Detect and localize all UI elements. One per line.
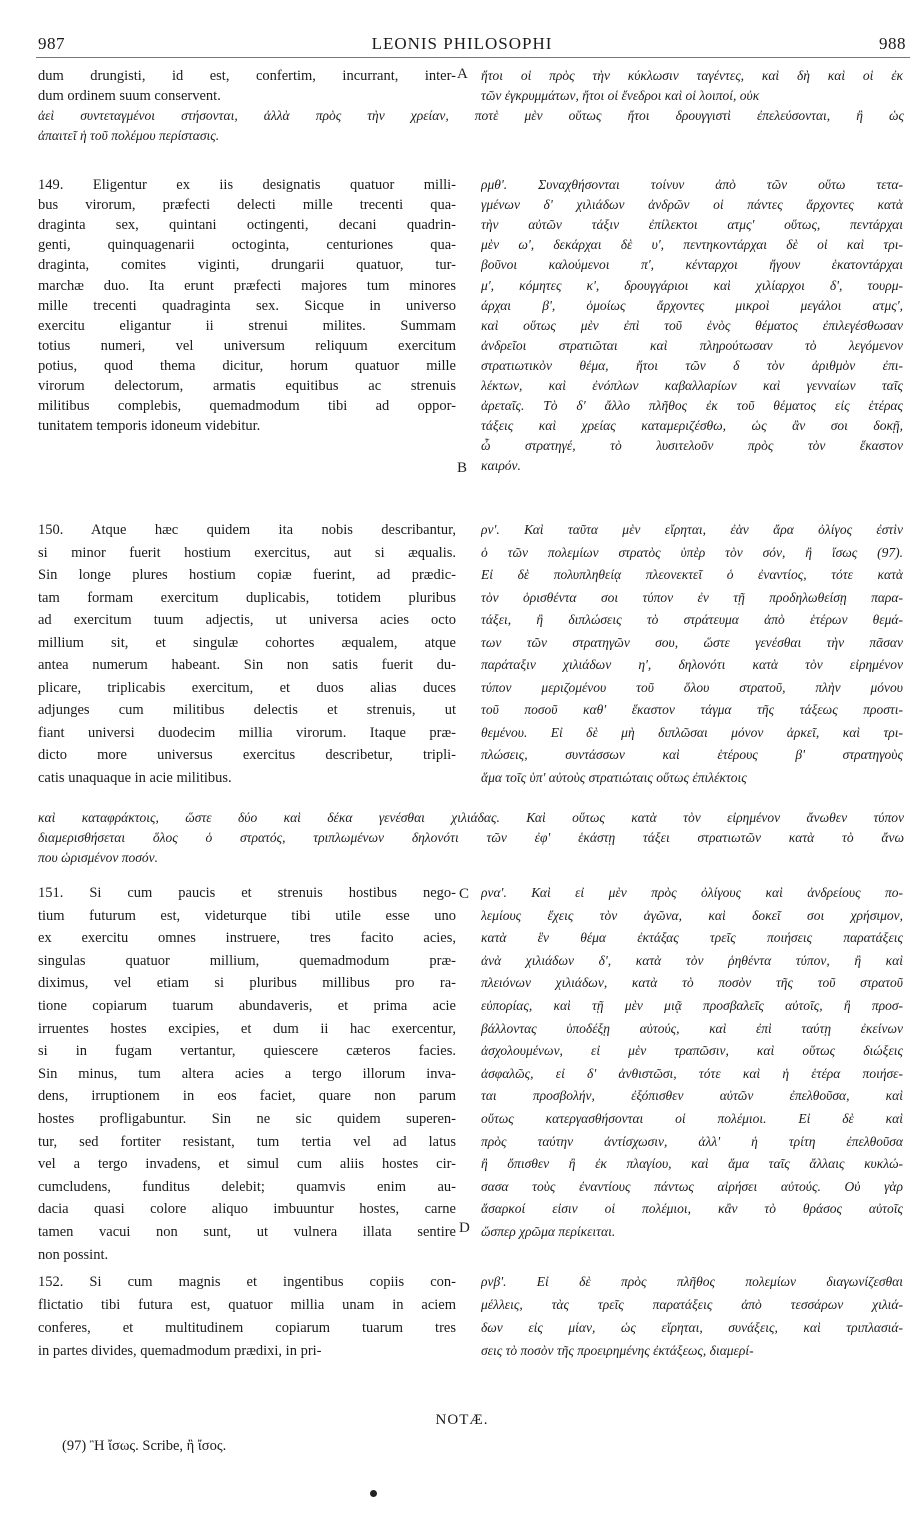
s151-greek-line: λεμίους ἔχεις τὸν ἀγῶνα, καὶ δοκεῖ σοι χρήσιμον, (481, 907, 903, 923)
s149-greek-line: ἀνδρεῖοι στρατιῶται καὶ πληρούτωσαν τὸ λεγόμενον (481, 337, 903, 353)
s152-latin-line: 152. Si cum magnis et ingentibus copiis con- (38, 1274, 456, 1290)
margin-letter-d: D (459, 1220, 470, 1236)
s149-latin-line: mille trecenti quadraginta sex. Sicque in universo (38, 297, 456, 314)
s149-greek-line: στρατιωτικὸν θέμα, ἤτοι τῶν δ τὸν ἀριθμὸν ἐπι- (481, 357, 903, 373)
s149-greek-line: καὶ οὕτως μὲν ἐπὶ τοῦ ἑνὸς θέματος ἐπιλεγέσθωσαν (481, 317, 903, 333)
s150-greek-line: τοῦ ποσοῦ καθ' ἕκαστον τάγμα τῆς τάξεως προστι- (481, 702, 903, 717)
s149-greek-line: καιρόν. (481, 458, 521, 474)
s149-greek-line: ὦ στρατηγέ, τὸ λυσιτελοῦν πρὸς τὸν ἕκαστον (481, 438, 903, 454)
s151-latin-line: non possint. (38, 1246, 109, 1263)
s149-latin-line: exercitu eligantur ii strenui milites. Summam (38, 317, 456, 334)
s151-greek-line: ρνα'. Καὶ εἰ μὲν πρὸς ὀλίγους καὶ ἀνδρείους πο- (481, 885, 903, 900)
s152-latin-line: flictatio tibi futura est, quatuor millia unam in aciem (38, 1297, 456, 1313)
s151-latin-line: irruentes hostes excipies, et dum ii hac exercentur, (38, 1020, 456, 1037)
s149-latin-line: totius numeri, vel universum reliquum exercitum (38, 337, 456, 354)
s149-greek-line: τὴν αὐτῶν τάξιν ἐπίλεκτοι ατμς' οὕτως, πεντάρχαι (481, 217, 903, 233)
s150-greek-line: ὁ τῶν πολεμίων στρατὸς ὑπὲρ τὸν σόν, ἢ ἴσως (97). (481, 544, 903, 560)
s150-latin-line: Sin longe plures hostium copiæ fuerint, ad prædic- (38, 567, 456, 583)
s150-latin-line: 150. Atque hæc quidem ita nobis describantur, (38, 522, 456, 538)
s151-greek-line: ἄσαρκοί εἰσιν οἱ πολέμιοι, κἂν τὸ θράσος αὐτοῖς (481, 1201, 903, 1217)
s151-latin-line: tur, sed fortiter resistant, tum tertia vel ad latus (38, 1133, 456, 1150)
s151-latin-line: tamen vacui non sunt, ut vulnera illata sentire (38, 1224, 456, 1240)
s151-latin-line: singulas quatuor millium, quemadmodum præ- (38, 952, 456, 969)
s151-greek-line: ἀνὰ χιλιάδων δ', κατὰ τὸν ῥηθέντα τύπον, ἢ καὶ (481, 952, 903, 968)
s149-greek-line: ρμθ'. Συναχθήσονται τοίνυν ἀπὸ τῶν οὕτω τετα- (481, 177, 903, 192)
s150-greek-line: θεμένου. Εἰ δὲ μὴ διπλῶσαι μόνον ἀρκεῖ, καὶ τρι- (481, 724, 903, 740)
s151-latin-line: hostes profligabuntur. Sin ne sic quidem superen- (38, 1111, 456, 1127)
s149-greek-line: μ', κόμητες κ', δρουγγάριοι καὶ χιλίαρχοι δ', τουρμ- (481, 277, 903, 293)
s151-greek-line: κατὰ ἓν θέμα ἐκτάξας τρεῖς ποιήσεις παρατάξεις (481, 930, 903, 946)
s151-latin-line: diximus, vel etiam si pluribus millibus pro ra- (38, 975, 456, 992)
s151-latin-line: Sin minus, tum altera acies a tergo illorum inva- (38, 1065, 456, 1082)
top-latin-line: dum ordinem suum conservent. (38, 88, 221, 104)
s150-greek-full-line: διαμερισθήσεται ὅλος ὁ στρατός, τριπλωμένων δηλονότι τῶν ἐφ' ἑκάστῃ τάξει στρατιωτῶν κατὰ τὸ ἄνω (38, 830, 904, 845)
s150-greek-line: τὸν ὁρισθέντα σοι τύπον ἐν τῇ προδηλωθείσῃ παρα- (481, 589, 903, 605)
s149-latin-line: marchæ duo. Ita erunt præfecti majores tum minores (38, 277, 456, 294)
printer-dot (370, 1490, 377, 1497)
s152-greek-line: δων εἰς μίαν, ὡς εἴρηται, συνάξεις, καὶ τριπλασιά- (481, 1320, 903, 1335)
s152-greek-line: σεις τὸ ποσὸν τῆς προειρημένης ἐκτάξεως, διαμερί- (481, 1343, 754, 1358)
s149-greek-line: άρχαι β', ὁμοίως ἄρχοντες μικροὶ μεγάλοι ατμς', (481, 297, 903, 313)
s151-latin-line: dens, irruptionem in eos faciet, quare non parum (38, 1088, 456, 1105)
s151-greek-line: πρὸς ταύτην ἀντίσχωσιν, ἀλλ' ἡ τρίτη ἐπελθοῦσα (481, 1133, 903, 1149)
s149-greek-line: γμένων δ' χιλιάδων ἀνδρῶν οἱ πάντες ἄρχοντες κατὰ (481, 197, 903, 213)
s149-latin-line: draginta sex, quintani octingenti, decani quadrin- (38, 217, 456, 234)
top-greek-right-line: τῶν ἐγκρυμμάτων, ἤτοι οἱ ἔνεδροι καὶ οἱ λοιποί, οὐκ (481, 88, 760, 103)
s149-greek-line: ἀρεταῖς. Τὸ δ' ἄλλο πλῆθος ἐκ τοῦ θέματος εἰς ἑτέρας (481, 398, 903, 414)
s151-latin-line: dacia quasi colore aliquo imbuuntur hostes, carne (38, 1201, 456, 1218)
footnote-97: (97) Ἢ ἴσως. Scribe, ἢ ἴσος. (62, 1438, 227, 1454)
s152-latin-line: in partes divides, quemadmodum prædixi, in pri- (38, 1343, 322, 1359)
s151-greek-line: ὥσπερ χρῶμα περίκειται. (481, 1224, 616, 1239)
s149-latin-line: militibus complebis, quemadmodum tibi ad oppor- (38, 398, 456, 415)
top-latin-line: dum drungisti, id est, confertim, incurrant, inter- (38, 68, 456, 84)
s149-greek-line: μὲν ω', δεκάρχαι δὲ υ', πεντηκοντάρχαι δὲ οἱ καὶ τρι- (481, 237, 903, 253)
margin-letter-a: A (457, 66, 468, 82)
s150-latin-line: dicto more universus exercitus describetur, tripli- (38, 747, 456, 763)
top-greek-full-line: ἀεὶ συντεταγμένοι στήσονται, ἀλλὰ πρὸς τὴν χρείαν, ποτὲ μὲν οὕτως ἤτοι δρουγγιστὶ ἐπελεύσονται, ἢ ὡς (38, 108, 904, 123)
s149-latin-line: virorum delectorum, armatis equitibus ac strenuis (38, 378, 456, 394)
s150-greek-line: Εἰ δὲ πολυπληθείᾳ πλεονεκτεῖ ὁ ἐναντίος, τότε κατὰ (481, 567, 903, 582)
s149-latin-line: genti, quinquagenarii octoginta, centuriones qua- (38, 237, 456, 254)
s151-greek-line: σασα τοὺς ἐναντίους πάντως αἱρήσει αὐτούς. Οὐ γὰρ (481, 1178, 903, 1194)
s151-greek-line: ἀσφαλῶς, εἰ δ' ἀνθιστῶσι, τότε καὶ ἡ ἑτέρα ποιήσε- (481, 1065, 903, 1081)
s150-latin-line: antea numerum habeant. Sin non satis fuerit du- (38, 657, 456, 673)
s150-latin-line: ad exercitum tuum adjectis, ut universa acies octo (38, 612, 456, 628)
s151-greek-line: οὕτως κατεργασθήσονται οἱ πολέμιοι. Εἰ δὲ καὶ (481, 1111, 903, 1126)
s149-greek-line: τάξεις καὶ χρείας καταμεριζέσθω, ὡς ἂν σοι δοκῇ, (481, 418, 903, 434)
top-greek-full-line: ἀπαιτεῖ ἡ τοῦ πολέμου περίστασις. (38, 128, 220, 143)
running-title: LEONIS PHILOSOPHI (371, 34, 553, 53)
left-page-number: 987 (38, 34, 65, 53)
s151-latin-line: tium futurum est, videturque tibi utile esse uno (38, 907, 456, 924)
s150-greek-line: τύπον μεριζομένου τοῦ ὅλου στρατοῦ, πλὴν μόνου (481, 679, 903, 695)
s150-greek-line: πλώσεις, συντάσσων καὶ ἑτέρους β' στρατηγοὺς (481, 747, 903, 762)
right-page-number: 988 (879, 34, 906, 53)
s150-latin-line: tam formam exercitum duplicabis, totidem pluribus (38, 589, 456, 606)
s151-greek-line: ται προσβολήν, ἐξόπισθεν αὐτῶν ἐπελθοῦσα, καὶ (481, 1088, 903, 1104)
s151-latin-line: vel a tergo invadens, et simul cum aliis hostes cir- (38, 1156, 456, 1173)
s149-latin-line: draginta, comites viginti, drungarii quatuor, tur- (38, 257, 456, 274)
s150-greek-line: των τῶν στρατηγῶν σου, ὥστε γενέσθαι τὴν πᾶσαν (481, 634, 903, 650)
s152-greek-line: ρνβ'. Εἰ δὲ πρὸς πλῆθος πολεμίων διαγωνίζεσθαι (481, 1274, 903, 1289)
s150-latin-line: adjunges cum militibus delectis et strenuis, ut (38, 702, 456, 718)
s149-greek-line: βοῦνοι καλούμενοι π', κένταρχοι ἤγουν ἑκατοντάρχαι (481, 257, 903, 273)
s151-latin-line: 151. Si cum paucis et strenuis hostibus nego- (38, 885, 456, 901)
s151-greek-line: βάλλοντας ὑποδέξῃ αὐτούς, καὶ ἐπὶ ταύτῃ ἐκείνων (481, 1020, 903, 1036)
s151-latin-line: ex exercitu omnes instruere, tres facito acies, (38, 930, 456, 947)
s150-greek-line: παράταξιν χιλιάδων η', δηλονότι κατὰ τὸν εἰρημένον (481, 657, 903, 672)
s150-latin-line: millium sit, et singulæ cohortes æqualem, atque (38, 634, 456, 651)
margin-letter-c: C (459, 886, 470, 902)
s150-greek-full-line: καὶ καταφράκτοις, ὥστε δύο καὶ δέκα γενέσθαι χιλιάδας. Καὶ οὕτως κατὰ τὸν εἰρημένον ἄνωθεν τύπον (38, 810, 904, 825)
s152-latin-line: conferes, et multitudinem copiarum tuarum tres (38, 1320, 456, 1336)
s151-greek-line: πλειόνων χιλιάδων, κατὰ τὸ ποσὸν τῆς τοῦ στρατοῦ (481, 975, 903, 991)
s149-greek-line: λέκτων, καὶ ἐνόπλων καβαλλαρίων καὶ γενναίων ταῖς (481, 378, 903, 393)
s150-latin-line: fiant universi duodecim millia virorum. Itaque præ- (38, 724, 456, 741)
s151-greek-line: ἢ ὄπισθεν ἢ ἐκ πλαγίου, καὶ ἅμα ταῖς ἄλλαις κυκλώ- (481, 1156, 903, 1172)
s151-latin-line: tione copiarum tuarum abundaveris, et prima acie (38, 998, 456, 1014)
s150-greek-line: τάξει, ἢ διπλώσεις τὸ στράτευμα ἀπὸ ἑτέρων θεμά- (481, 612, 903, 627)
s150-greek-line: ἅμα τοῖς ὑπ' αὐτοὺς στρατιώταις οὕτως ἐπιλέκτοις (481, 769, 747, 785)
s150-latin-line: si minor fuerit hostium exercitus, aut si æqualis. (38, 544, 456, 561)
s149-latin-line: tunitatem temporis idoneum videbitur. (38, 418, 261, 435)
s150-greek-full-line: που ὡρισμένον ποσόν. (38, 850, 158, 865)
s149-latin-line: 149. Eligentur ex iis designatis quatuor milli- (38, 177, 456, 193)
s151-greek-line: εὐπορίας, καὶ τῇ μὲν μιᾷ προσβαλεῖς αὐτοῖς, ἢ προσ- (481, 998, 903, 1013)
notes-title: NOTÆ. (435, 1412, 489, 1428)
margin-letter-b: B (457, 460, 468, 476)
s150-latin-line: catis unaquaque in acie militibus. (38, 769, 232, 786)
s151-greek-line: ἀσχολουμένων, εἰ μὲν τραπῶσιν, καὶ οὕτως διώξεις (481, 1043, 903, 1059)
s151-latin-line: si in fugam vertantur, quiescere cæteros facies. (38, 1043, 456, 1060)
header-rule (36, 57, 910, 58)
s149-latin-line: bus virorum, præfecti delecti mille trecenti qua- (38, 197, 456, 214)
s149-latin-line: potius, quod thema dicitur, horum quatuor mille (38, 357, 456, 374)
top-greek-right-line: ἤτοι οἱ πρὸς τὴν κύκλωσιν ταγέντες, καὶ δὴ καὶ οἱ ἐκ (481, 68, 903, 83)
s150-greek-line: ρν'. Καὶ ταῦτα μὲν εἴρηται, ἐὰν ἄρα ὀλίγος ἐστὶν (481, 522, 903, 537)
s150-latin-line: plicare, triplicabis exercitum, et duos alias duces (38, 679, 456, 696)
s152-greek-line: μέλλεις, τὰς τρεῖς παρατάξεις ἀπὸ τεσσάρων χιλιά- (481, 1297, 903, 1312)
s151-latin-line: cumcludens, funditus delebit; quamvis enim au- (38, 1178, 456, 1195)
